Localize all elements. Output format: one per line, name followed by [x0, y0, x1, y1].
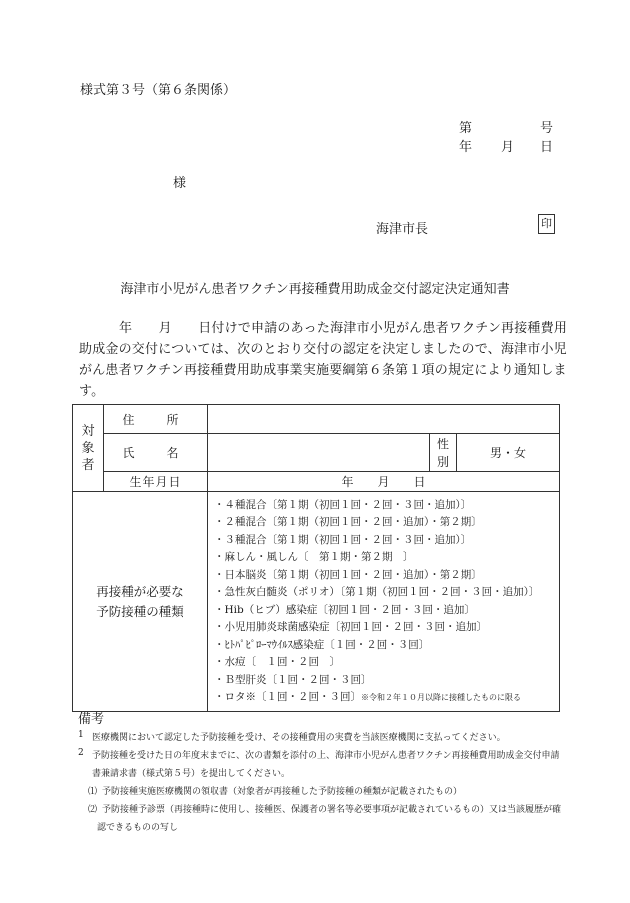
subnote-1-number: ⑴ [88, 787, 98, 797]
addressee-suffix: 様 [173, 176, 187, 191]
vaccine-item-2mix[interactable]: ・２種混合〔第１期（初回１回・２回・追加）・第２期〕 [214, 516, 482, 528]
vaccine-item-hpv[interactable]: ・ﾋﾄﾊﾟﾋﾟﾛｰﾏｳｲﾙｽ感染症〔１回・２回・３回〕 [214, 638, 430, 651]
birthdate-label: 生年月日 [104, 472, 208, 492]
vaccine-item-varicella[interactable]: ・水痘〔 １回・２回 〕 [214, 656, 340, 668]
seal-box: 印 [538, 214, 555, 234]
date-day: 日 [539, 140, 553, 155]
subject-label-cell [73, 405, 104, 492]
vaccine-item-mr[interactable]: ・麻しん・風しん〔 第１期・第２期 〕 [214, 551, 414, 563]
form-number: 様式第３号（第６条関係） [80, 83, 237, 98]
vaccine-item-4mix[interactable]: ・４種混合〔第１期（初回１回・２回・３回・追加）〕 [214, 498, 472, 511]
vaccines-label-line1: 再接種が必要な [96, 583, 184, 599]
vaccines-label-cell [73, 492, 208, 712]
note-2-line-2: 書兼請求書（様式第５号）を提出してください。 [92, 769, 291, 779]
vaccine-item-hib[interactable]: ・Hib（ヒブ）感染症〔初回１回・２回・３回・追加〕 [214, 603, 475, 616]
note-2-line-1: 予防接種を受けた日の年度末までに、次の書類を添付の上、海津市小児がん患者ワクチン再接種費用助成金交付申請 [92, 751, 560, 761]
name-field[interactable] [208, 434, 430, 472]
rota-note: ※令和２年１０月以降に接種したものに限る [361, 693, 521, 702]
vaccine-item-je[interactable]: ・日本脳炎〔第１期（初回１回・２回・追加）・第２期〕 [214, 568, 482, 581]
note-1-number: 1 [78, 730, 84, 740]
rota-label: ・ロタ※〔１回・２回・３回〕 [214, 691, 361, 703]
sex-value[interactable]: 男・女 [457, 434, 560, 472]
birthdate-value[interactable]: 年 月 日 [208, 472, 560, 492]
issue-date-line [459, 136, 553, 155]
vaccines-label-line2: 予防接種の種類 [96, 603, 184, 619]
sex-label-cell [430, 434, 457, 472]
subnote-2-line-2: 認できるものの写し [97, 823, 179, 833]
subnote-2-line-1: 予防接種予診票（再接種時に使用し、接種医、保護者の署名等必要事項が記載されているもの）又は当該履歴が確 [102, 805, 562, 815]
document-number-line [459, 117, 553, 136]
subnote-2-number: ⑵ [88, 805, 98, 815]
subnote-1: 予防接種実施医療機関の領収書（対象者が再接種した予防接種の種類が記載されたもの） [102, 787, 463, 797]
name-label: 氏 名 [104, 434, 208, 472]
vaccine-item-rota[interactable] [214, 689, 559, 707]
address-label: 住 所 [104, 405, 208, 434]
notes-title: 備考 [78, 712, 105, 727]
issuer-name: 海津市長 [376, 222, 429, 237]
date-year: 年 [459, 140, 473, 155]
date-month: 月 [501, 140, 515, 155]
vaccine-item-polio[interactable]: ・急性灰白髄炎（ポリオ）〔第１期（初回１回・２回・３回・追加）〕 [214, 586, 540, 598]
vaccine-item-pcv[interactable]: ・小児用肺炎球菌感染症〔初回１回・２回・３回・追加〕 [214, 621, 487, 633]
document-title: 海津市小児がん患者ワクチン再接種費用助成金交付認定決定通知書 [120, 282, 510, 297]
address-field[interactable] [208, 405, 560, 434]
number-prefix: 第 [459, 121, 473, 136]
notice-body: 年 月 日付けで申請のあった海津市小児がん患者ワクチン再接種費用助成金の交付については、次のとおり交付の認定を決定しましたので、海津市小児がん患者ワクチン再接種費用助成事業実施要綱第６条第１項の規定により通知します。 [79, 321, 568, 399]
vaccine-list [208, 492, 560, 712]
sex-label: 性別 [436, 436, 449, 469]
note-1: 医療機関において認定した予防接種を受け、その接種費用の実費を当該医療機関に支払ってください。 [92, 733, 506, 743]
vaccine-item-3mix[interactable]: ・３種混合〔第１期（初回１回・２回・３回・追加）〕 [214, 533, 472, 546]
subject-label: 対象者 [81, 423, 95, 473]
vaccine-item-hepb[interactable]: ・Ｂ型肝炎〔１回・２回・３回〕 [214, 673, 372, 686]
number-suffix: 号 [539, 121, 553, 136]
recipient-table [72, 404, 560, 712]
note-2-number: 2 [78, 748, 84, 758]
